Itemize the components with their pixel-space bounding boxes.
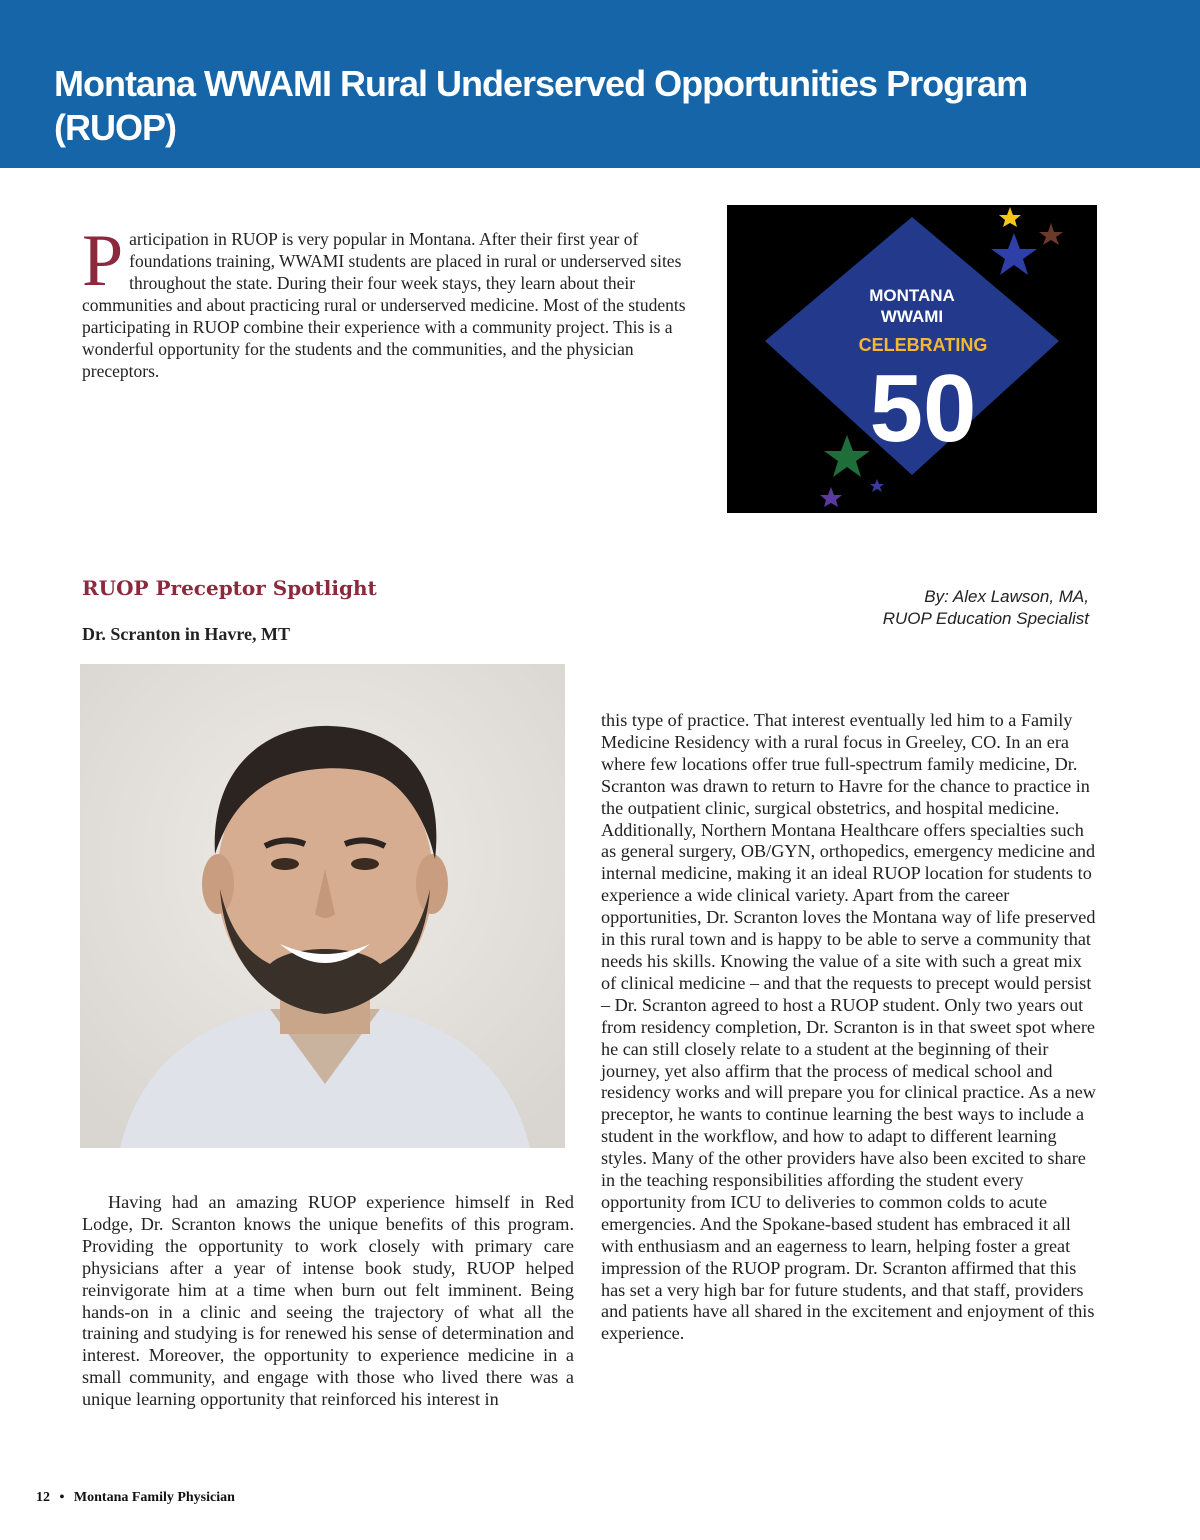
star-icon xyxy=(1039,223,1063,245)
publication-name: Montana Family Physician xyxy=(73,1490,235,1505)
byline-role: RUOP Education Specialist xyxy=(882,609,1089,628)
logo-line1: MONTANA xyxy=(869,286,955,305)
drop-cap: P xyxy=(82,220,124,302)
spotlight-subhead: Dr. Scranton in Havre, MT xyxy=(82,624,291,644)
star-icon xyxy=(824,435,870,477)
page-title: Montana WWAMI Rural Underserved Opportunities Program (RUOP) xyxy=(54,63,1028,148)
intro-paragraph xyxy=(82,220,712,382)
star-icon xyxy=(820,487,842,507)
page-footer xyxy=(36,1490,235,1506)
star-icon xyxy=(999,207,1021,227)
article-left-column: Having had an amazing RUOP experience himself in Red Lodge, Dr. Scranton knows the unique benefits of this program. Providing the opportunity to work closely with primary care physicians after a year of intense book study, RUOP helped reinvigorate him at a time when burn out felt imminent. Being hands-on in a clinic and seeing the trajectory of what all the training and studying is for renewed his sense of determination and interest. Moreover, the opportunity to experience medicine in a small community, and engage with those who lived there was a unique learning opportunity that reinforced his interest in xyxy=(82,1192,574,1410)
intro-text: articipation in RUOP is very popular in Montana. After their first year of foundations training, WWAMI students are placed in rural or underserved sites throughout the state. During their four week stays, they learn about their communities and about practicing rural or underserved medicine. Most of the students participating in RUOP combine their experience with a community project. This is a wonderful opportunity for the students and the communities, and the physician preceptors. xyxy=(82,229,686,381)
wwami-50-logo xyxy=(727,205,1097,513)
logo-number: 50 xyxy=(869,355,977,462)
footer-separator: • xyxy=(59,1490,65,1505)
page-number: 12 xyxy=(36,1490,50,1505)
page-header-banner xyxy=(0,0,1200,168)
logo-line3: CELEBRATING xyxy=(858,335,988,355)
star-icon xyxy=(991,233,1037,275)
byline xyxy=(883,586,1089,630)
logo-line2: WWAMI xyxy=(880,307,944,326)
star-icon xyxy=(870,479,884,492)
portrait-photo xyxy=(80,664,565,1148)
byline-author: By: Alex Lawson, MA, xyxy=(924,587,1089,606)
spotlight-title: RUOP Preceptor Spotlight xyxy=(82,576,377,600)
article-right-column: this type of practice. That interest eventually led him to a Family Medicine Residency with a rural focus in Greeley, CO. In an era where few locations offer true full-spectrum family medicine, Dr. Scranton was drawn to return to Havre for the chance to practice in the outpatient clinic, surgical obstetrics, and hospital medicine. Additionally, Northern Montana Healthcare offers specialties such as general surgery, OB/GYN, orthopedics, emergency medicine and internal medicine, making it an ideal RUOP location for students to experience a wide clinical variety. Apart from the career opportunities, Dr. Scranton loves the Montana way of life preserved in this rural town and is happy to be able to serve a community that needs his skills. Knowing the value of a site with such a great mix of clinical medicine – and that the requests to precept would persist – Dr. Scranton agreed to host a RUOP student. Only two years out from residency completion, Dr. Scranton is in that sweet spot where he can still closely relate to a student at the beginning of their journey, yet also affirm that the process of medical school and residency works and will prepare you for clinical practice. As a new preceptor, he wants to continue learning the best ways to include a student in the workflow, and how to adapt to different learning styles. Many of the other providers have also been excited to share in the teaching responsibilities affording the student every opportunity from ICU to deliveries to common colds to acute emergencies. And the Spokane-based student has embraced it all with enthusiasm and an eagerness to learn, helping foster a great impression of the RUOP program. Dr. Scranton affirmed that this has set a very high bar for future students, and that staff, providers and patients have all shared in the excitement and enjoyment of this experience. xyxy=(601,710,1096,1344)
